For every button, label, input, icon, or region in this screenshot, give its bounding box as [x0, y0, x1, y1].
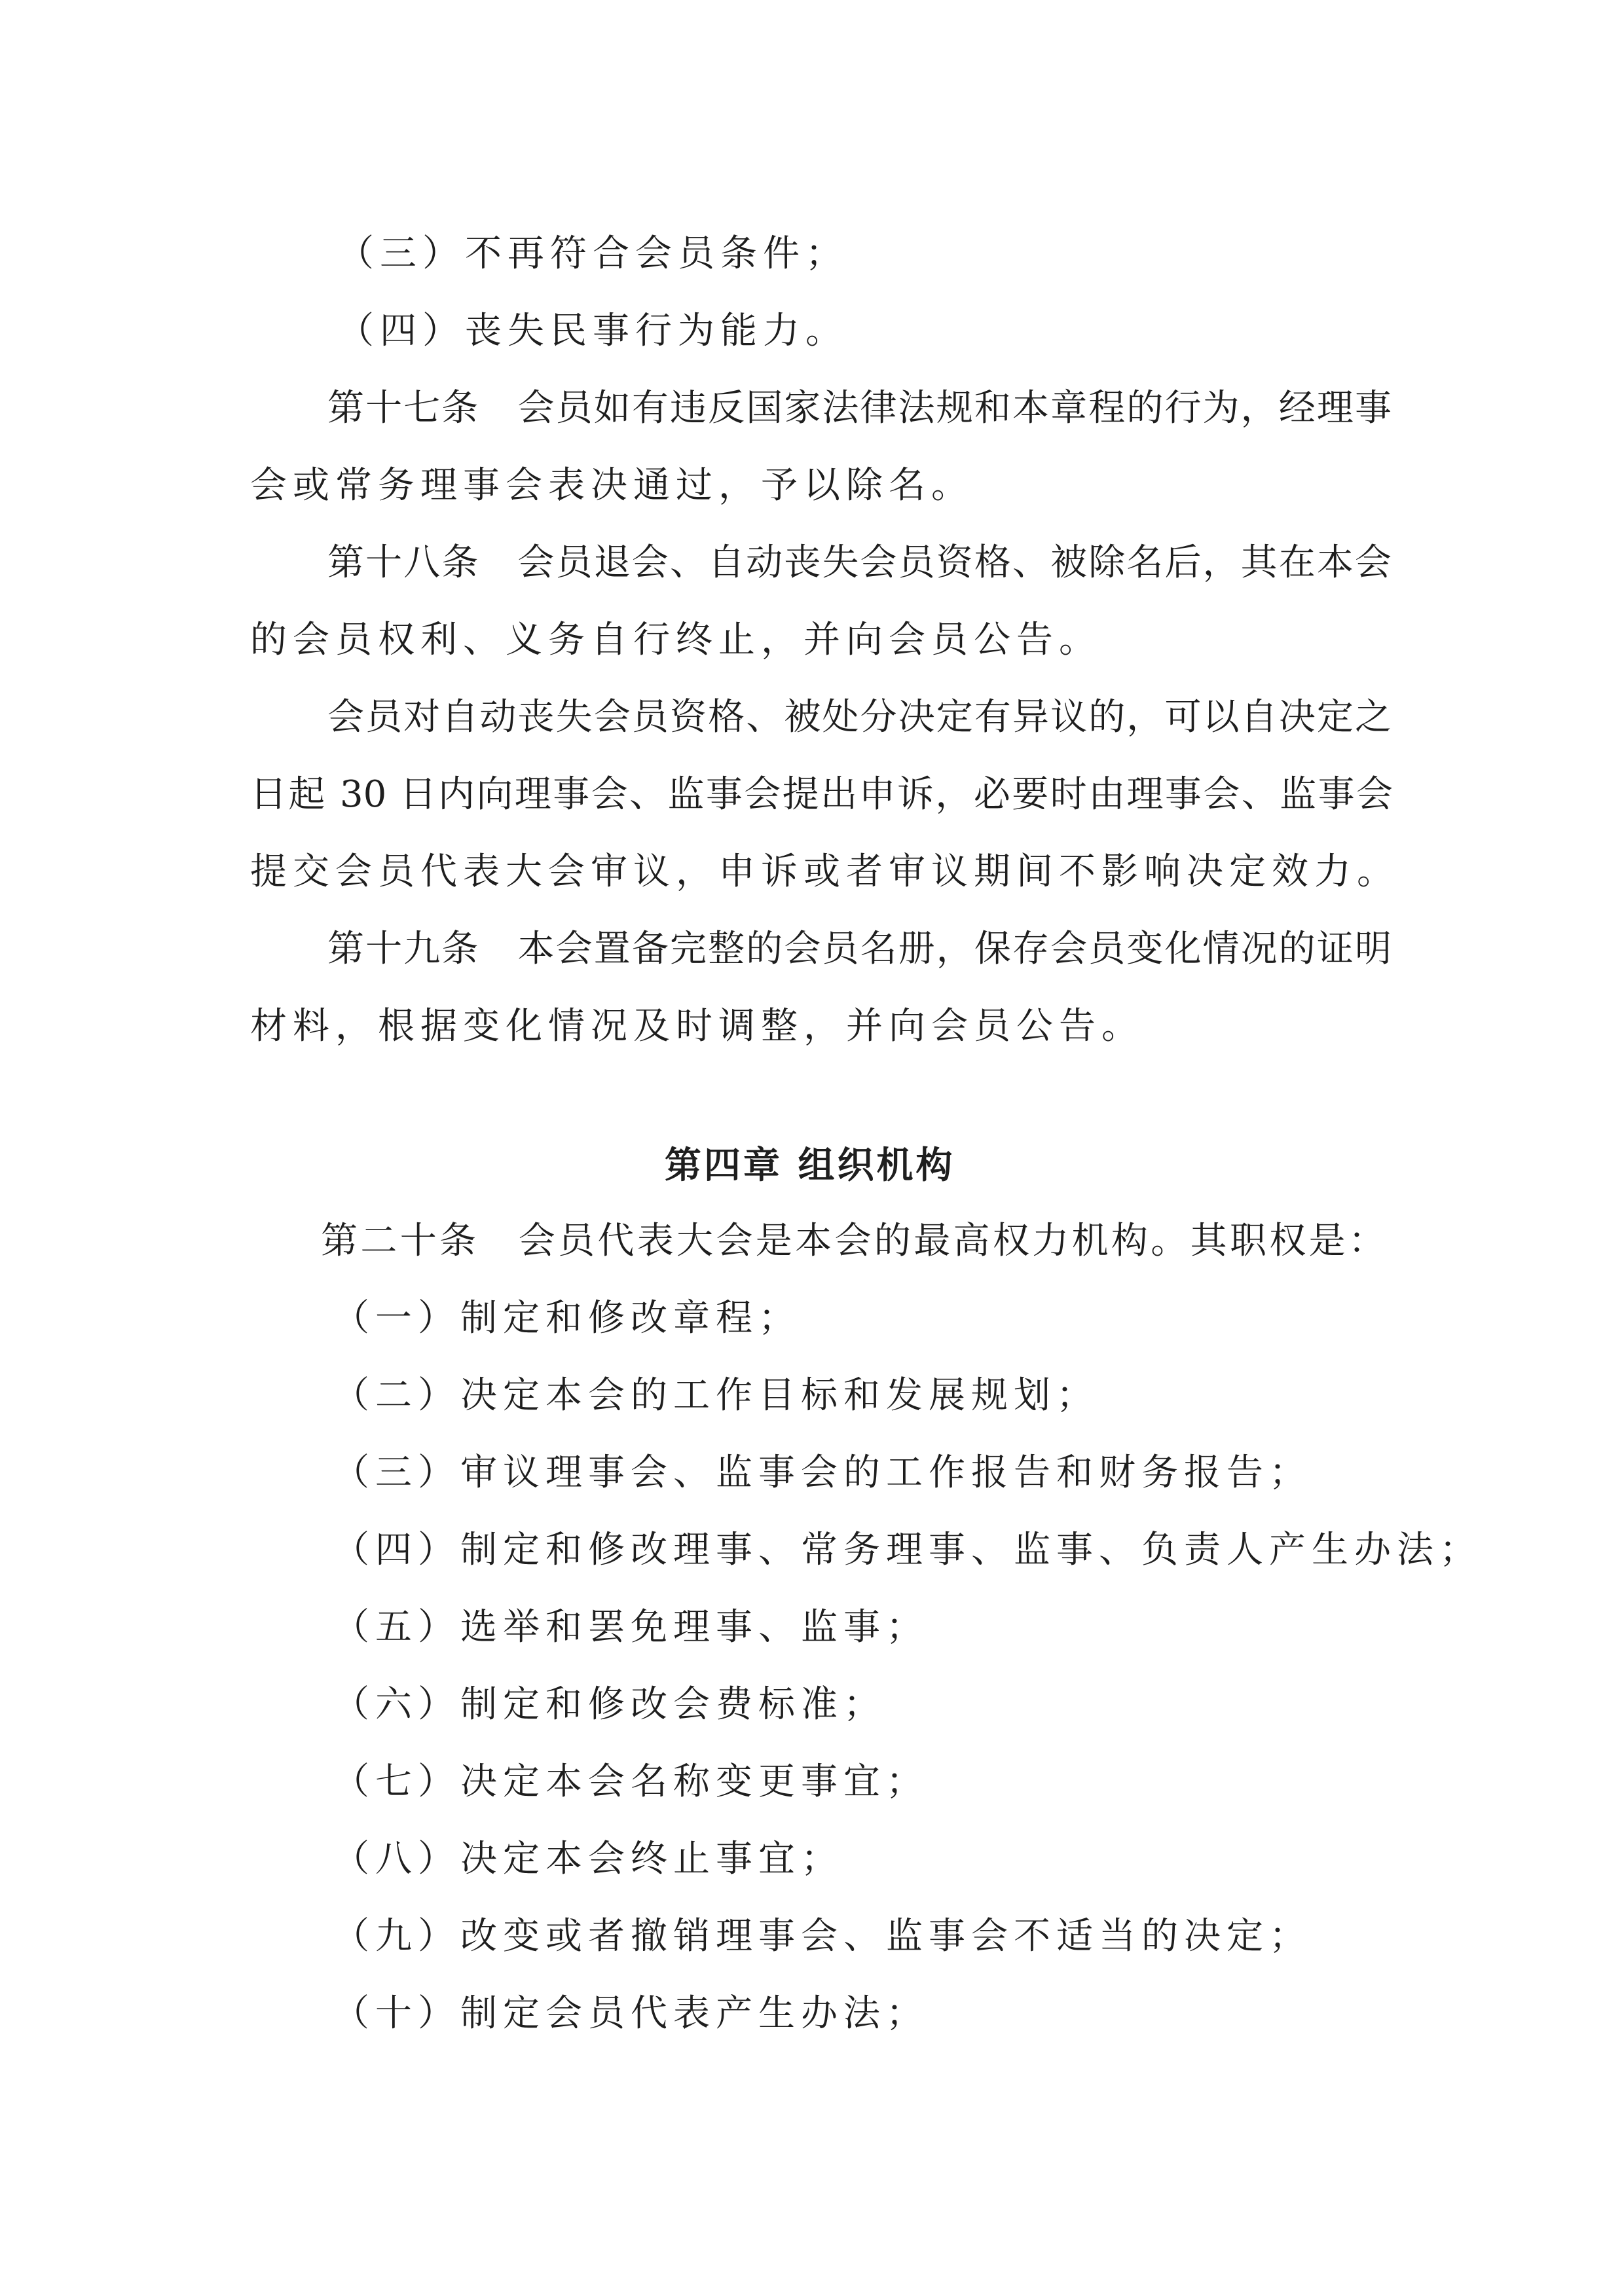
- paragraph-line: 提交会员代表大会审议，申诉或者审议期间不影响决定效力。: [250, 850, 1399, 893]
- list-item: （一）制定和修改章程；: [333, 1297, 801, 1339]
- article-18-line-2: 的会员权利、义务自行终止，并向会员公告。: [250, 619, 1101, 661]
- article-18-line-1: 第十八条 会员退会、自动丧失会员资格、被除名后，其在本会: [327, 541, 1392, 584]
- list-item: （二）决定本会的工作目标和发展规划；: [333, 1374, 1099, 1417]
- list-item: （四）制定和修改理事、常务理事、监事、负责人产生办法；: [333, 1529, 1482, 1571]
- article-20-line-1: 第二十条 会员代表大会是本会的最高权力机构。其职权是：: [321, 1220, 1385, 1262]
- list-item: （九）改变或者撤销理事会、监事会不适当的决定；: [333, 1915, 1312, 1958]
- list-item: （三）审议理事会、监事会的工作报告和财务报告；: [333, 1451, 1312, 1494]
- chapter-heading: 第四章 组织机构: [665, 1144, 955, 1187]
- list-item: （八）决定本会终止事宜；: [333, 1838, 843, 1880]
- article-17-line-2: 会或常务理事会表决通过，予以除名。: [250, 464, 974, 507]
- paragraph-line: （三）不再符合会员条件；: [337, 232, 848, 275]
- list-item: （七）决定本会名称变更事宜；: [333, 1760, 929, 1803]
- paragraph-line: 会员对自动丧失会员资格、被处分决定有异议的，可以自决定之: [327, 696, 1392, 738]
- paragraph-line: 日起 30 日内向理事会、监事会提出申诉，必要时由理事会、监事会: [250, 773, 1393, 816]
- article-19-line-1: 第十九条 本会置备完整的会员名册，保存会员变化情况的证明: [327, 928, 1392, 970]
- list-item: （十）制定会员代表产生办法；: [333, 1992, 929, 2035]
- list-item: （五）选举和罢免理事、监事；: [333, 1606, 929, 1649]
- list-item: （六）制定和修改会费标准；: [333, 1683, 886, 1726]
- article-19-line-2: 材料，根据变化情况及时调整，并向会员公告。: [250, 1005, 1144, 1048]
- paragraph-line: （四）丧失民事行为能力。: [337, 310, 848, 352]
- article-17-line-1: 第十七条 会员如有违反国家法律法规和本章程的行为，经理事: [327, 387, 1392, 429]
